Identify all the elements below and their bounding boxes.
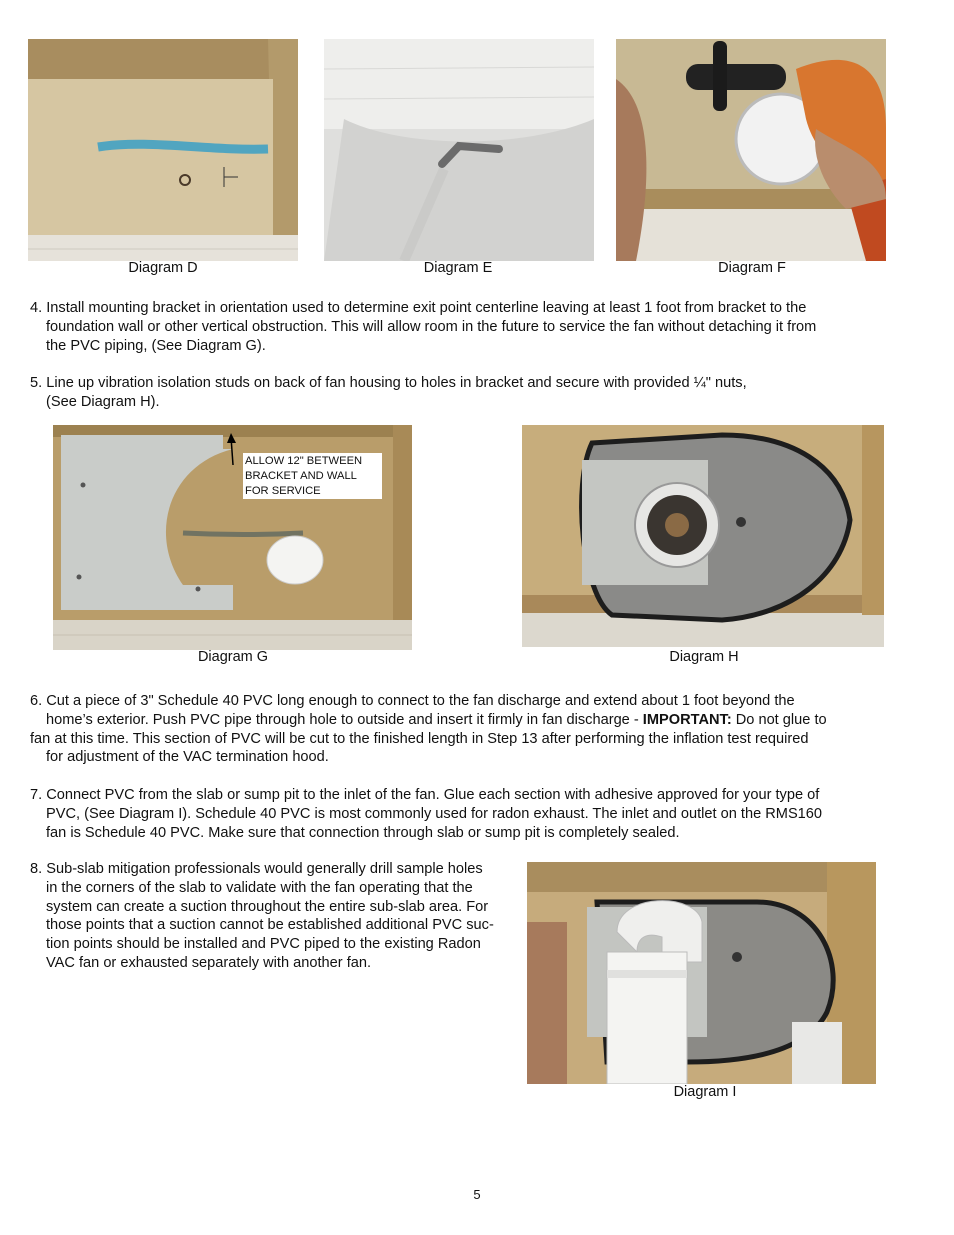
important-label: IMPORTANT: xyxy=(642,711,732,728)
step-4-line-2: foundation wall or other vertical obstruction. This will allow room in the future to service the fan without detaching it from xyxy=(46,318,817,335)
callout-line-3: FOR SERVICE xyxy=(245,484,321,497)
diagram-f-photo xyxy=(616,39,886,261)
diagram-i-photo xyxy=(527,862,876,1084)
diagram-g-caption: Diagram G xyxy=(197,649,269,665)
step-8-line-3: system can create a suction throughout the entire sub-slab area. For xyxy=(46,898,489,915)
step-7-text xyxy=(30,786,822,842)
step-6-line-3: fan at this time. This section of PVC will be cut to the finished length in Step 13 after performing the inflation test required xyxy=(30,730,809,747)
step-6-text xyxy=(30,692,827,767)
callout-line-2: BRACKET AND WALL xyxy=(245,469,357,482)
step-6-line-2a: home’s exterior. Push PVC pipe through hole to outside and insert it firmly in fan discharge - xyxy=(46,711,643,728)
step-8-line-4: those points that a suction cannot be established additional PVC suc- xyxy=(46,917,494,934)
diagram-h-photo xyxy=(522,425,884,647)
step-4-line-1: 4. Install mounting bracket in orientation used to determine exit point centerline leaving at least 1 foot from bracket to the xyxy=(30,300,807,316)
step-6-line-2b: Do not glue to xyxy=(731,711,827,728)
step-5-text xyxy=(30,374,747,412)
step-6-line-1: 6. Cut a piece of 3" Schedule 40 PVC long enough to connect to the fan discharge and extend about 1 foot beyond the xyxy=(30,693,795,709)
service-clearance-callout xyxy=(243,453,382,499)
step-7-line-1: 7. Connect PVC from the slab or sump pit to the inlet of the fan. Glue each section with adhesive approved for your type of xyxy=(30,787,820,803)
diagram-i-caption: Diagram I xyxy=(673,1084,737,1100)
diagram-d-photo xyxy=(28,39,298,261)
diagram-f-caption: Diagram F xyxy=(718,260,786,276)
step-4-text xyxy=(30,299,816,355)
step-5-line-1: 5. Line up vibration isolation studs on back of fan housing to holes in bracket and secure with provided ¼" nuts, xyxy=(30,375,747,391)
diagram-d-caption: Diagram D xyxy=(128,260,198,276)
page-number: 5 xyxy=(473,1187,481,1202)
step-5-line-2: (See Diagram H). xyxy=(46,393,160,410)
callout-line-1: ALLOW 12" BETWEEN xyxy=(245,455,363,467)
step-8-text xyxy=(30,860,494,973)
diagram-h-caption: Diagram H xyxy=(669,649,739,665)
step-8-line-1: 8. Sub-slab mitigation professionals would generally drill sample holes xyxy=(30,861,483,877)
step-8-line-2: in the corners of the slab to validate with the fan operating that the xyxy=(46,879,473,896)
step-7-line-2: PVC, (See Diagram I). Schedule 40 PVC is most commonly used for radon exhaust. The inlet and outlet on the RMS160 xyxy=(46,805,823,822)
diagram-e-caption: Diagram E xyxy=(423,260,493,276)
step-8-line-5: tion points should be installed and PVC piped to the existing Radon xyxy=(46,936,481,953)
step-6-line-4: for adjustment of the VAC termination hood. xyxy=(46,749,329,766)
step-8-line-6: VAC fan or exhausted separately with another fan. xyxy=(46,954,372,971)
step-7-line-3: fan is Schedule 40 PVC. Make sure that connection through slab or sump pit is completely sealed. xyxy=(46,824,680,841)
diagram-e-photo xyxy=(324,39,594,261)
step-4-line-3: the PVC piping, (See Diagram G). xyxy=(46,337,266,354)
